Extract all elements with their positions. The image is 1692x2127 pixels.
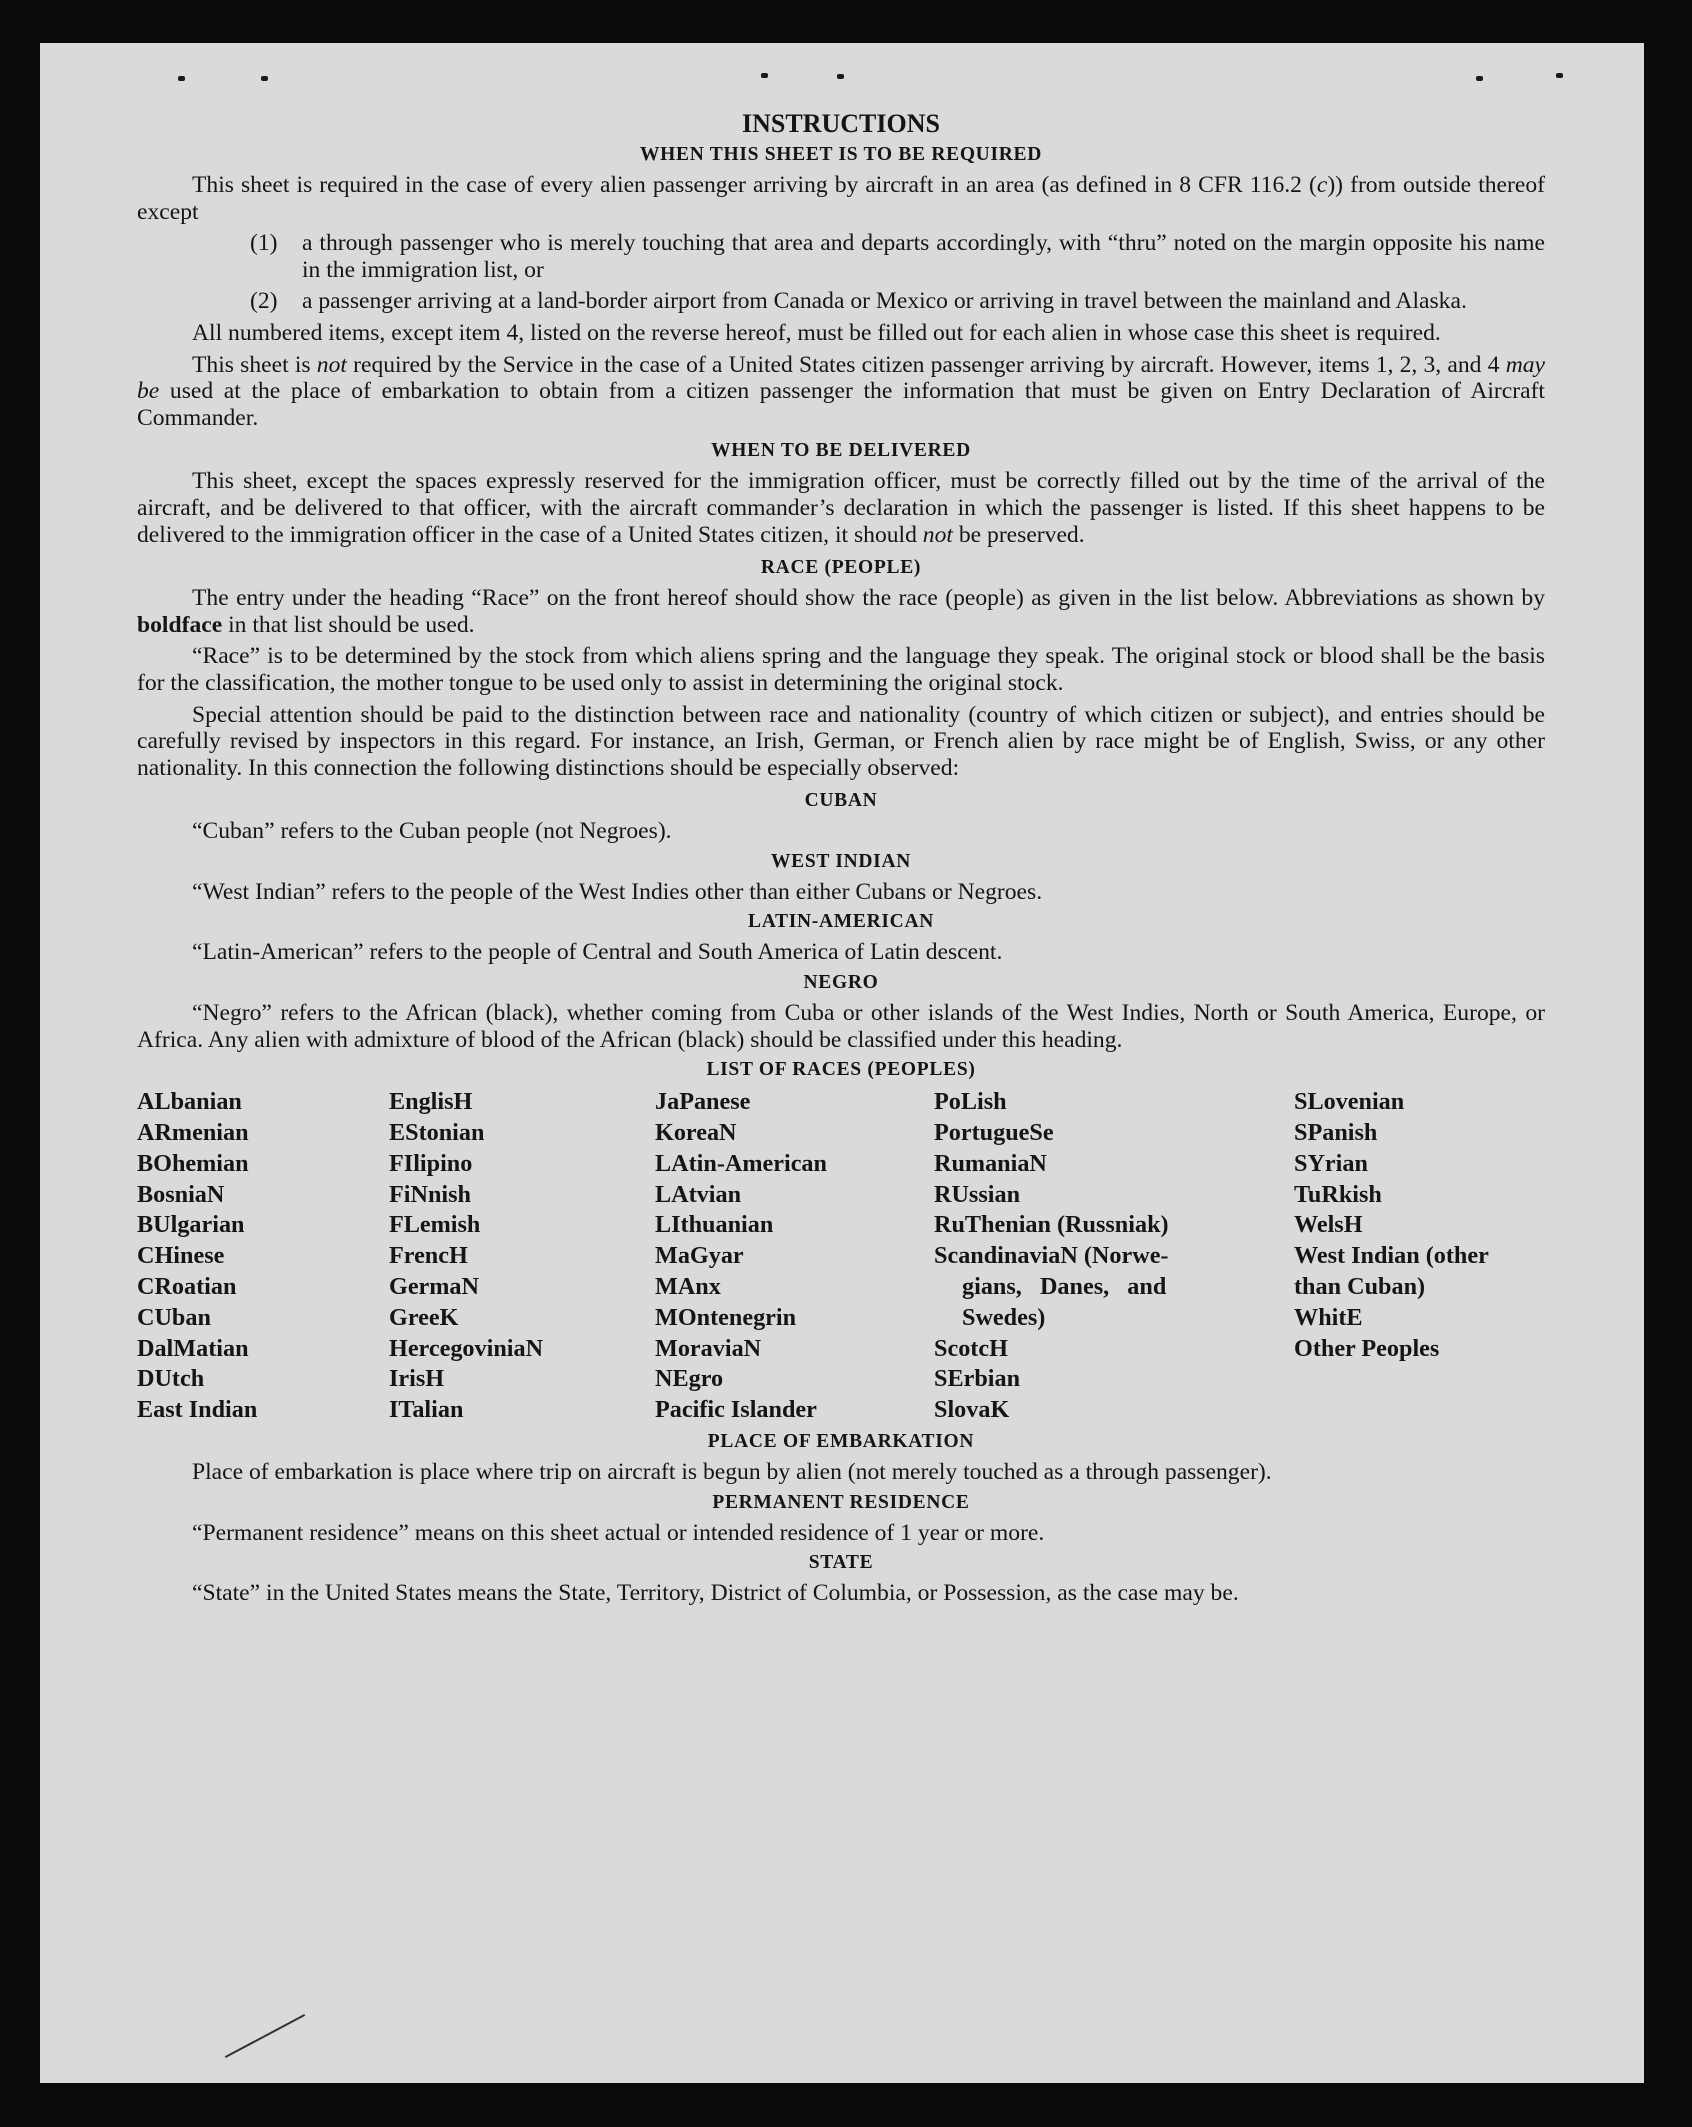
pen-stroke <box>225 2014 305 2058</box>
section-heading-west-indian: WEST INDIAN <box>770 850 912 872</box>
section-heading-embarkation: PLACE OF EMBARKATION <box>707 1431 975 1453</box>
race-entry: SPanish <box>1294 1119 1378 1147</box>
instructions-content <box>137 109 1545 1612</box>
item-text: a passenger arriving at a land-border airport from Canada or Mexico or arriving in travel between the mainland and Alaska. <box>302 288 1467 315</box>
race-entry: ITalian <box>389 1396 464 1424</box>
paragraph-requirement: This sheet is required in the case of every alien passenger arriving by aircraft in an area (as defined in 8 CFR 116.2 (c)) from outside thereof except <box>137 172 1546 225</box>
race-entry: MAnx <box>655 1273 721 1301</box>
race-entry: WelsH <box>1294 1211 1363 1239</box>
race-column <box>389 1087 655 1426</box>
race-entry: CHinese <box>137 1242 225 1270</box>
race-entry: MaGyar <box>655 1242 744 1270</box>
race-entry: KoreaN <box>655 1119 737 1147</box>
race-entry: ALbanian <box>137 1088 242 1116</box>
paragraph-state: “State” in the United States means the State, Territory, District of Columbia, or Possession, as the case may be. <box>192 1580 1239 1607</box>
race-entry: MoraviaN <box>655 1334 762 1362</box>
race-entry: FiNnish <box>389 1180 471 1208</box>
paragraph-permanent-residence: “Permanent residence” means on this sheet actual or intended residence of 1 year or more. <box>192 1519 1045 1546</box>
race-entry: SErbian <box>934 1365 1021 1393</box>
exception-item-1 <box>137 230 1545 283</box>
section-heading-when-required: WHEN THIS SHEET IS TO BE REQUIRED <box>639 144 1043 165</box>
race-entry: than Cuban) <box>1294 1273 1426 1301</box>
race-entry: SYrian <box>1294 1149 1368 1177</box>
item-text: a through passenger who is merely touching that area and departs accordingly, with “thru” noted on the margin opposite his name in the immigration list, or <box>302 230 1545 283</box>
paragraph-race-stock: “Race” is to be determined by the stock from which aliens spring and the language they speak. The original stock or blood shall be the basis for the classification, the mother tongue to be used only to assist in determining the original stock. <box>137 643 1545 696</box>
race-entry: BUlgarian <box>137 1211 245 1239</box>
race-entry: BosniaN <box>137 1180 225 1208</box>
race-entry: JaPanese <box>655 1088 751 1116</box>
paragraph-latin-american: “Latin-American” refers to the people of Central and South America of Latin descent. <box>192 939 1003 966</box>
race-entry: West Indian (other <box>1294 1242 1489 1270</box>
paragraph-race-nationality: Special attention should be paid to the distinction between race and nationality (country of which citizen or subject), and entries should be carefully revised by inspectors in this regard. For instance, an Irish, German, or French alien by race might be of English, Swiss, or any other nationality. In this connection the following distinctions should be especially observed: <box>137 701 1545 781</box>
race-entry: SlovaK <box>934 1396 1010 1424</box>
race-entry: IrisH <box>389 1365 445 1393</box>
race-entry: EnglisH <box>389 1088 473 1116</box>
punch-mark <box>761 73 768 78</box>
race-entry: RuThenian (Russniak) <box>934 1211 1169 1239</box>
paragraph-embarkation: Place of embarkation is place where trip on aircraft is begun by alien (not merely touched as a through passenger). <box>192 1459 1272 1486</box>
race-entry: FIlipino <box>389 1149 473 1177</box>
race-entry: LAtin-American <box>655 1149 827 1177</box>
section-heading-cuban: CUBAN <box>804 790 878 812</box>
document-page <box>40 43 1644 2083</box>
race-entry: gians, Danes, and <box>962 1273 1167 1301</box>
race-entry: LAtvian <box>655 1180 742 1208</box>
race-entry: GreeK <box>389 1303 459 1331</box>
race-entry: FLemish <box>389 1211 481 1239</box>
paragraph-race-entry: The entry under the heading “Race” on the front hereof should show the race (people) as given in the list below. Abbreviations as shown by boldface in that list should be used. <box>137 585 1545 638</box>
paragraph-cuban: “Cuban” refers to the Cuban people (not Negroes). <box>192 818 672 845</box>
paragraph-west-indian: “West Indian” refers to the people of the West Indies other than either Cubans or Negroes. <box>192 878 1043 905</box>
race-entry: DalMatian <box>137 1334 249 1362</box>
race-entry: CUban <box>137 1303 211 1331</box>
punch-mark <box>261 76 268 81</box>
punch-mark <box>1476 76 1483 81</box>
section-heading-list-of-races: LIST OF RACES (PEOPLES) <box>706 1059 976 1081</box>
race-entry: Other Peoples <box>1294 1334 1440 1362</box>
race-entry: SLovenian <box>1294 1088 1405 1116</box>
race-entry: LIthuanian <box>655 1211 774 1239</box>
section-heading-latin-american: LATIN-AMERICAN <box>747 911 935 933</box>
race-entry: PoLish <box>934 1088 1007 1116</box>
section-heading-race: RACE (PEOPLE) <box>760 557 922 579</box>
race-column <box>1294 1087 1545 1426</box>
race-entry: NEgro <box>655 1365 724 1393</box>
punch-mark <box>837 74 844 79</box>
race-entry: PortugueSe <box>934 1119 1054 1147</box>
section-heading-when-delivered: WHEN TO BE DELIVERED <box>711 440 971 462</box>
section-heading-state: STATE <box>808 1552 874 1574</box>
race-entry: FrencH <box>389 1242 468 1270</box>
race-entry: ScotcH <box>934 1334 1008 1362</box>
paragraph-all-items: All numbered items, except item 4, listed on the reverse hereof, must be filled out for each alien in whose case this sheet is required. <box>192 319 1441 346</box>
race-column <box>934 1087 1294 1426</box>
race-entry: GermaN <box>389 1273 479 1301</box>
race-entry: HercegoviniaN <box>389 1334 544 1362</box>
paragraph-negro: “Negro” refers to the African (black), whether coming from Cuba or other islands of the West Indies, North or South America, Europe, or Africa. Any alien with admixture of blood of the African (black) should be classified under this heading. <box>137 1000 1545 1053</box>
race-column <box>655 1087 934 1426</box>
race-entry: MOntenegrin <box>655 1303 797 1331</box>
race-entry: ScandinaviaN (Norwe- <box>934 1242 1169 1270</box>
page-title: INSTRUCTIONS <box>742 109 940 138</box>
punch-mark <box>1556 73 1563 78</box>
race-column <box>137 1087 389 1426</box>
race-list <box>137 1087 1545 1426</box>
race-entry: TuRkish <box>1294 1180 1382 1208</box>
race-entry: Swedes) <box>962 1303 1046 1331</box>
race-entry: RUssian <box>934 1180 1021 1208</box>
exception-item-2 <box>137 288 1545 315</box>
race-entry: DUtch <box>137 1365 205 1393</box>
paragraph-citizen: This sheet is not required by the Service in the case of a United States citizen passenger arriving by aircraft. However, items 1, 2, 3, and 4 may be used at the place of embarkation to obtain from a citizen passenger the information that must be given on Entry Declaration of Aircraft Commander. <box>137 351 1545 431</box>
race-entry: EStonian <box>389 1119 485 1147</box>
race-entry: East Indian <box>137 1396 258 1424</box>
race-entry: WhitE <box>1294 1303 1363 1331</box>
race-entry: Pacific Islander <box>655 1396 817 1424</box>
section-heading-permanent-residence: PERMANENT RESIDENCE <box>712 1491 970 1513</box>
punch-mark <box>178 76 185 81</box>
race-entry: BOhemian <box>137 1149 249 1177</box>
item-number: (2) <box>250 288 278 315</box>
paragraph-delivery: This sheet, except the spaces expressly reserved for the immigration officer, must be correctly filled out by the time of the arrival of the aircraft, and be delivered to that officer, with the aircraft commander’s declaration in which the passenger is listed. If this sheet happens to be delivered to the immigration officer in the case of a United States citizen, it should not be preserved. <box>137 468 1545 548</box>
race-entry: RumaniaN <box>934 1149 1047 1177</box>
race-entry: CRoatian <box>137 1273 237 1301</box>
race-entry: ARmenian <box>137 1119 249 1147</box>
section-heading-negro: NEGRO <box>803 972 879 994</box>
item-number: (1) <box>250 230 278 257</box>
